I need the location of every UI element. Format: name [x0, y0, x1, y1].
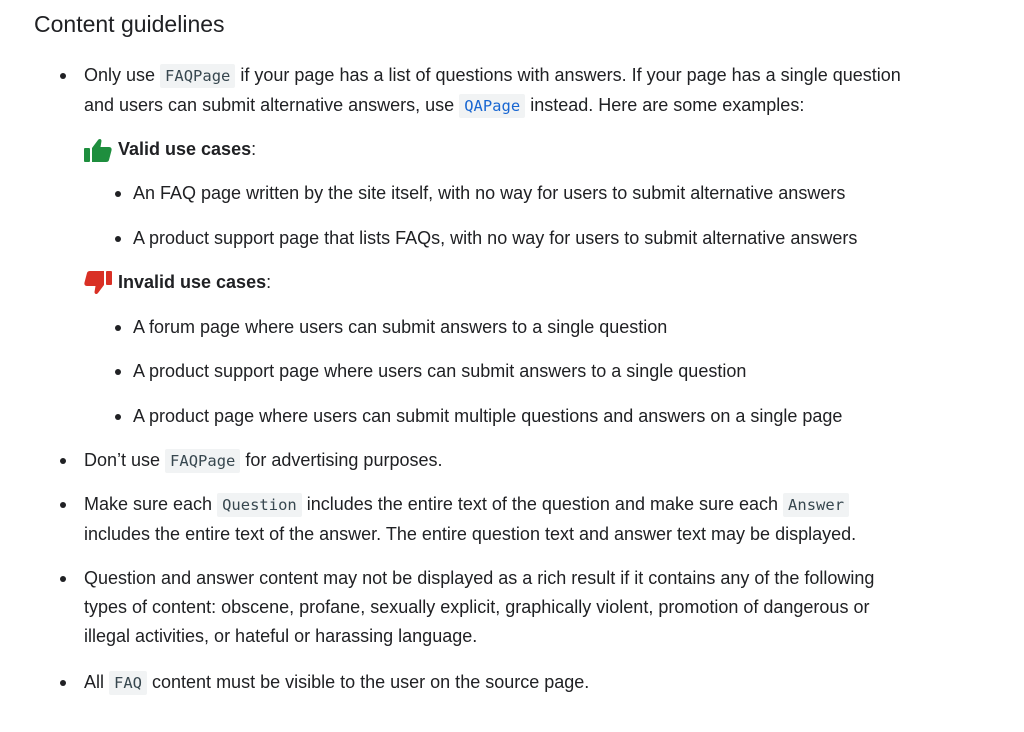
- guideline-text: [84, 668, 989, 698]
- bullet-dot: [60, 73, 66, 79]
- qapage-link[interactable]: QAPage: [459, 94, 525, 118]
- text-span: Make sure each: [84, 494, 218, 514]
- guideline-text: [84, 564, 989, 651]
- page-heading: Content guidelines: [34, 11, 225, 37]
- code-faqpage: FAQPage: [165, 449, 240, 473]
- thumbs-up-icon: [84, 137, 112, 163]
- text-span: content must be visible to the user on the source page.: [147, 672, 590, 692]
- text-span: instead. Here are some examples:: [525, 95, 805, 115]
- bullet-dot: [60, 502, 66, 508]
- thumbs-down-icon: [84, 270, 112, 296]
- bullet-dot: [115, 369, 121, 375]
- valid-use-cases-heading: [84, 135, 256, 164]
- text-line: Question and answer content may not be displayed as a rich result if it contains any of the following: [84, 568, 875, 588]
- guideline-text: [84, 490, 989, 549]
- list-item-text: A product support page that lists FAQs, with no way for users to submit alternative answers: [133, 228, 858, 248]
- code-faq: FAQ: [109, 671, 147, 695]
- text-span: Don’t use: [84, 450, 166, 470]
- text-line: types of content: obscene, profane, sexually explicit, graphically violent, promotion of dangerous or: [84, 597, 870, 617]
- guideline-text: [84, 446, 989, 476]
- code-faqpage: FAQPage: [160, 64, 235, 88]
- invalid-use-cases-heading: [84, 268, 271, 297]
- text-span: includes the entire text of the question and make sure each: [301, 494, 784, 514]
- bullet-dot: [115, 236, 121, 242]
- colon: :: [266, 272, 272, 292]
- text-span: and users can submit alternative answers, use: [84, 95, 460, 115]
- list-item-text: A forum page where users can submit answers to a single question: [133, 317, 668, 337]
- bullet-dot: [115, 191, 121, 197]
- text-line: illegal activities, or hateful or harassing language.: [84, 626, 478, 646]
- bullet-dot: [60, 680, 66, 686]
- text-span: includes the entire text of the answer. The entire question text and answer text may be displayed.: [84, 524, 857, 544]
- text-span: for advertising purposes.: [240, 450, 443, 470]
- bullet-dot: [115, 414, 121, 420]
- code-question: Question: [217, 493, 302, 517]
- code-answer: Answer: [783, 493, 849, 517]
- colon: :: [251, 139, 257, 159]
- valid-use-cases-label: Valid use cases: [118, 139, 252, 159]
- text-span: All: [84, 672, 110, 692]
- list-item-text: An FAQ page written by the site itself, with no way for users to submit alternative answers: [133, 183, 846, 203]
- bullet-dot: [115, 325, 121, 331]
- bullet-dot: [60, 458, 66, 464]
- list-item-text: A product support page where users can submit answers to a single question: [133, 361, 747, 381]
- bullet-dot: [60, 576, 66, 582]
- text-span: if your page has a list of questions with answers. If your page has a single question: [235, 65, 901, 85]
- list-item-text: A product page where users can submit multiple questions and answers on a single page: [133, 406, 843, 426]
- invalid-use-cases-label: Invalid use cases: [118, 272, 267, 292]
- guideline-text: [84, 61, 989, 121]
- text-span: Only use: [84, 65, 161, 85]
